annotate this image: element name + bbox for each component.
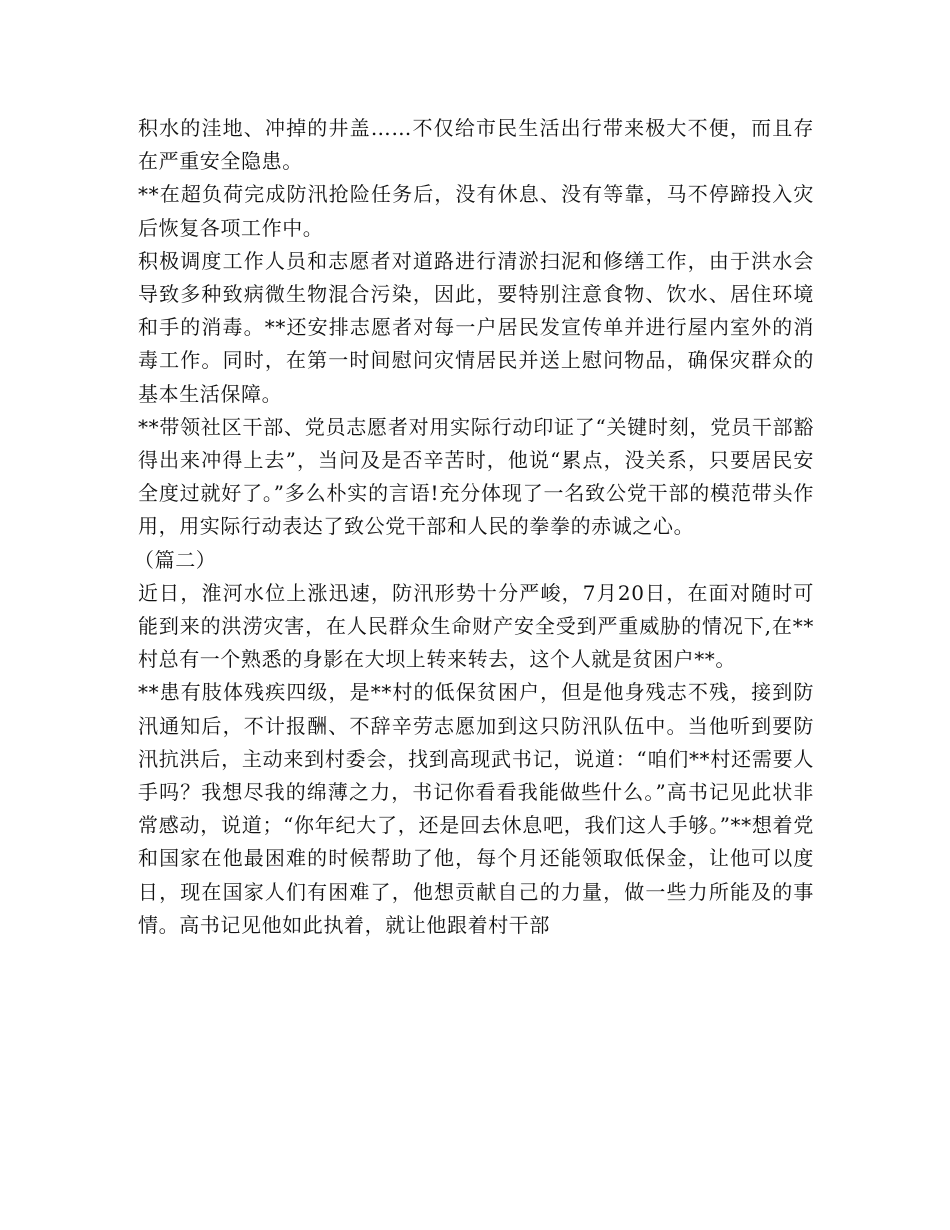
paragraph-2: **在超负荷完成防汛抢险任务后，没有休息、没有等靠，马不停蹄投入灾后恢复各项工作中。: [138, 182, 814, 240]
paragraph-4: **带领社区干部、党员志愿者对用实际行动印证了“关键时刻，党员干部豁得出来冲得上去”，当问及是否辛苦时，他说“累点，没关系，只要居民安全度过就好了。”多么朴实的言语!充分体现了一名致公党干部的模范带头作用，用实际行动表达了致公党干部和人民的拳拳的赤诚之心。: [138, 414, 814, 539]
section-paragraph-1: 近日，淮河水位上涨迅速，防汛形势十分严峻，7月20日，在面对随时可能到来的洪涝灾害，在人民群众生命财产安全受到严重威胁的情况下,在**村总有一个熟悉的身影在大坝上转来转去，这个人就是贫困户**。: [138, 580, 814, 672]
section-heading: （篇二）: [134, 547, 217, 572]
document-page: [134, 112, 814, 942]
paragraph-3: 积极调度工作人员和志愿者对道路进行清淤扫泥和修缮工作，由于洪水会导致多种致病微生物混合污染，因此，要特别注意食物、饮水、居住环境和手的消毒。**还安排志愿者对每一户居民发宣传单并进行屋内室外的消毒工作。同时，在第一时间慰问灾情居民并送上慰问物品，确保灾群众的基本生活保障。: [138, 248, 814, 406]
paragraph-1: 积水的洼地、冲掉的井盖……不仅给市民生活出行带来极大不便，而且存在严重安全隐患。: [138, 116, 814, 174]
section-paragraph-2: **患有肢体残疾四级，是**村的低保贫困户，但是他身残志不残，接到防汛通知后，不计报酬、不辞辛劳志愿加到这只防汛队伍中。当他听到要防汛抗洪后，主动来到村委会，找到高现武书记，说道：“咱们**村还需要人手吗？我想尽我的绵薄之力，书记你看看我能做些什么。”高书记见此状非常感动，说道；“你年纪大了，还是回去休息吧，我们这人手够。”**想着党和国家在他最困难的时候帮助了他，每个月还能领取低保金，让他可以度日，现在国家人们有困难了，他想贡献自己的力量，做一些力所能及的事情。高书记见他如此执着，就让他跟着村干部: [138, 680, 814, 937]
